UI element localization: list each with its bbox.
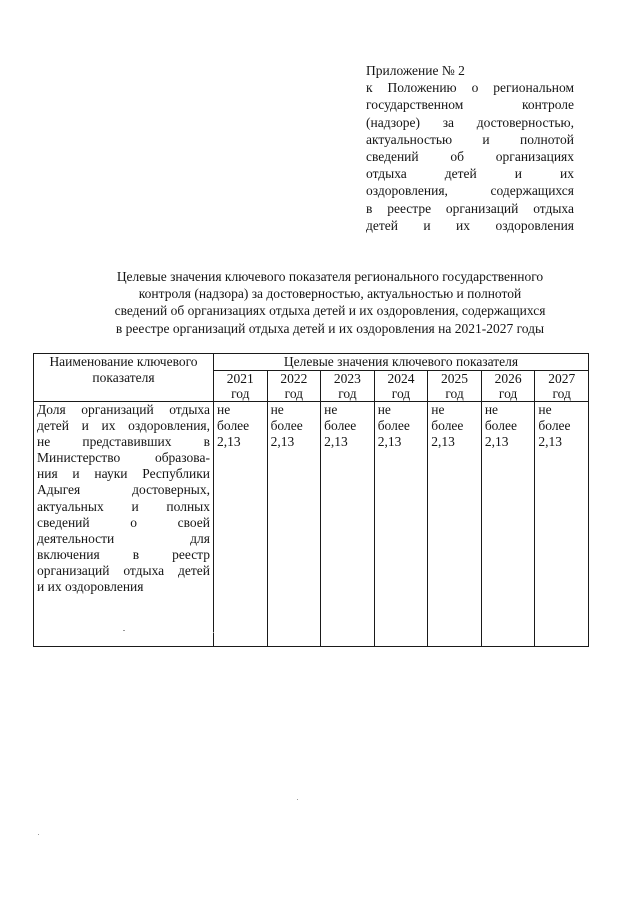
year-unit: год bbox=[552, 386, 571, 401]
appendix-line: к Положению о региональном bbox=[366, 80, 574, 96]
kpi-table bbox=[33, 353, 589, 647]
value-text: не bbox=[431, 402, 445, 417]
indicator-line: включения в реестр bbox=[37, 546, 210, 562]
year-unit: год bbox=[338, 386, 357, 401]
indicator-line: актуальных и полных bbox=[37, 498, 210, 514]
target-value-cell bbox=[428, 402, 482, 647]
value-number: 2,13 bbox=[217, 434, 241, 449]
indicator-line: ния и науки Республики bbox=[37, 466, 210, 482]
year-header bbox=[214, 371, 268, 402]
target-value-cell bbox=[481, 402, 535, 647]
year-header bbox=[321, 371, 375, 402]
value-text: более bbox=[217, 418, 250, 433]
appendix-line: актуальностью и полнотой bbox=[366, 131, 574, 147]
target-value-cell bbox=[374, 402, 428, 647]
value-text: не bbox=[324, 402, 338, 417]
year-unit: год bbox=[231, 386, 250, 401]
indicator-name-header: Наименование ключевого показателя bbox=[34, 354, 214, 402]
document-title bbox=[70, 268, 590, 337]
year-number: 2022 bbox=[280, 371, 308, 386]
title-line: Целевые значения ключевого показателя регионального государственного bbox=[116, 269, 544, 284]
value-number: 2,13 bbox=[431, 434, 455, 449]
scan-speck bbox=[38, 834, 39, 835]
value-text: не bbox=[270, 402, 284, 417]
value-text: не bbox=[484, 402, 499, 417]
appendix-line: государственном контроле bbox=[366, 97, 574, 113]
value-text: не bbox=[538, 402, 552, 417]
year-header bbox=[481, 371, 535, 402]
year-header bbox=[428, 371, 482, 402]
value-number: 2,13 bbox=[270, 434, 295, 449]
title-line: в реестре организаций отдыха детей и их оздоровления на 2021-2027 годы bbox=[115, 320, 545, 336]
value-number: 2,13 bbox=[377, 434, 402, 449]
title-line: сведений об организациях отдыха детей и их оздоровления, содержащихся bbox=[114, 303, 546, 319]
appendix-line: в реестре организаций отдыха bbox=[366, 200, 574, 216]
year-number: 2025 bbox=[441, 371, 469, 386]
indicator-name-cell bbox=[34, 402, 214, 647]
year-unit: год bbox=[445, 386, 464, 401]
appendix-line: (надзоре) за достоверностью, bbox=[366, 114, 574, 130]
appendix-note bbox=[366, 62, 574, 234]
value-text: более bbox=[377, 418, 410, 433]
appendix-line: детей и их оздоровления bbox=[366, 217, 574, 233]
appendix-line: оздоровления, содержащихся bbox=[366, 183, 574, 199]
table-row bbox=[34, 402, 589, 647]
value-text: более bbox=[538, 418, 571, 433]
target-value-cell bbox=[321, 402, 375, 647]
indicator-line: детей и их оздоровления, bbox=[37, 418, 210, 434]
indicator-line: и их оздоровления bbox=[37, 579, 144, 595]
year-number: 2023 bbox=[333, 371, 361, 386]
year-header bbox=[535, 371, 589, 402]
indicator-line: не представивших в bbox=[37, 434, 210, 450]
target-value-cell bbox=[214, 402, 268, 647]
year-number: 2024 bbox=[387, 371, 415, 386]
value-text: более bbox=[484, 418, 517, 433]
year-number: 2027 bbox=[548, 371, 576, 386]
indicator-line: Доля организаций отдыха bbox=[37, 402, 210, 417]
year-unit: год bbox=[498, 386, 518, 401]
appendix-line: отдыха детей и их bbox=[366, 166, 574, 182]
appendix-line: Приложение № 2 bbox=[366, 63, 465, 78]
value-number: 2,13 bbox=[484, 434, 509, 449]
year-unit: год bbox=[391, 386, 411, 401]
indicator-line: сведений о своей bbox=[37, 514, 210, 530]
value-number: 2,13 bbox=[538, 434, 562, 449]
value-number: 2,13 bbox=[324, 434, 348, 449]
indicator-line: деятельности для bbox=[37, 530, 210, 546]
value-text: более bbox=[270, 418, 303, 433]
target-value-cell bbox=[535, 402, 589, 647]
year-unit: год bbox=[284, 386, 304, 401]
value-text: более bbox=[324, 418, 357, 433]
value-text: не bbox=[217, 402, 231, 417]
year-number: 2021 bbox=[226, 371, 254, 386]
value-text: не bbox=[377, 402, 391, 417]
year-header bbox=[374, 371, 428, 402]
indicator-line: организаций отдыха детей bbox=[37, 562, 210, 578]
title-line: контроля (надзора) за достоверностью, актуальностью и полнотой bbox=[138, 286, 522, 302]
target-value-cell bbox=[267, 402, 321, 647]
scan-speck bbox=[297, 799, 298, 800]
indicator-line: Министерство образова- bbox=[37, 450, 210, 466]
value-text: более bbox=[431, 418, 464, 433]
target-values-header: Целевые значения ключевого показателя bbox=[214, 354, 589, 371]
scan-speck bbox=[213, 632, 214, 633]
scan-speck bbox=[123, 630, 125, 631]
year-number: 2026 bbox=[494, 371, 522, 386]
appendix-line: сведений об организациях bbox=[366, 149, 574, 165]
indicator-line: Адыгея достоверных, bbox=[37, 482, 210, 498]
year-header bbox=[267, 371, 321, 402]
